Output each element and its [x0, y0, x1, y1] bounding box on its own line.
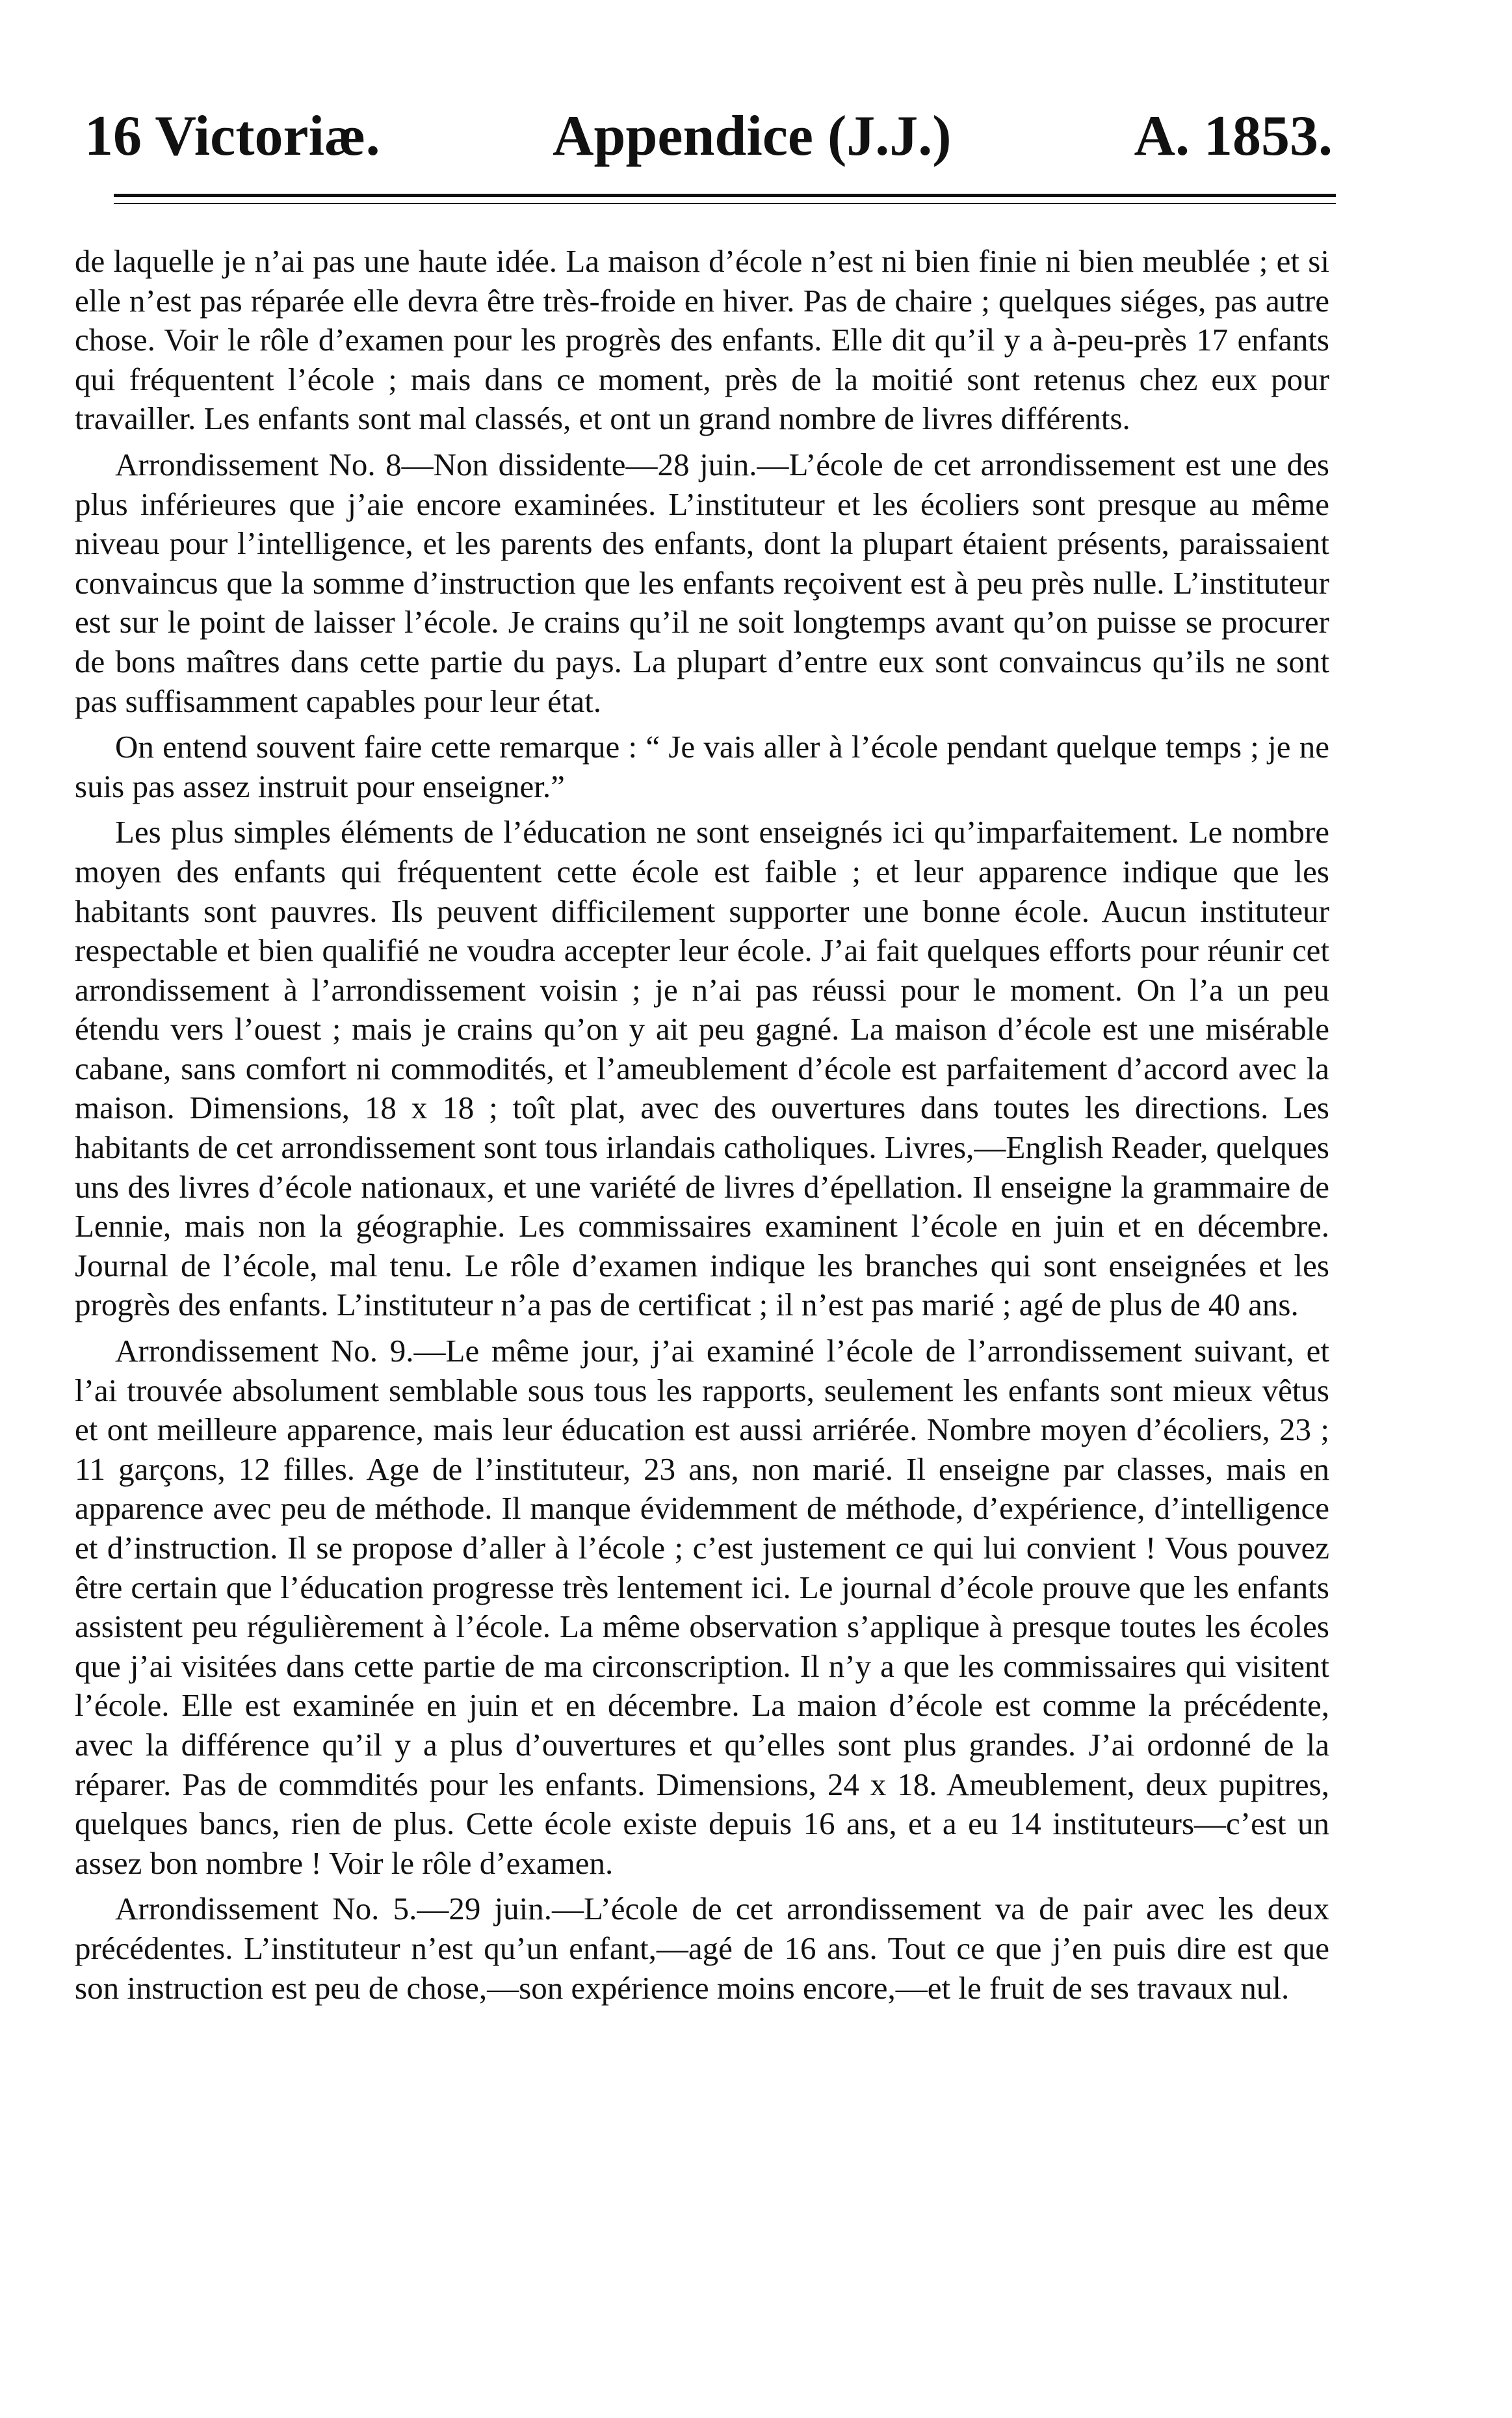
paragraph-education-elements: Les plus simples éléments de l’éducation ne sont enseignés ici qu’imparfaitement. Le nombre moyen des enfants qui fréquentent cette école est faible ; et leur apparence indique que les habitants sont pauvres. Ils peuvent difficilement supporter une bonne école. Aucun instituteur respectable et bien qualifié ne voudra accepter leur école. J’ai fait quelques efforts pour réunir cet arrondissement à l’arrondissement voisin ; je n’ai pas réussi pour le moment. On l’a un peu étendu vers l’ouest ; mais je crains qu’on y ait peu gagné. La maison d’école est une misérable cabane, sans comfort ni commodités, et l’ameublement d’école est parfaitement d’accord avec la maison. Dimensions, 18 x 18 ; toît plat, avec des ouvertures dans toutes les directions. Les habitants de cet arrondissement sont tous irlandais catholiques. Livres,—English Reader, quelques uns des livres d’école nationaux, et une variété de livres d’épellation. Il enseigne la grammaire de Lennie, mais non la géographie. Les commissaires examinent l’école en juin et en décembre. Journal de l’école, mal tenu. Le rôle d’examen indique les branches qui sont enseignées et les progrès des enfants. L’instituteur n’a pas de certificat ; il n’est pas marié ; agé de plus de 40 ans.: [75, 814, 1329, 1323]
paragraph-arrondissement-5: Arrondissement No. 5.—29 juin.—L’école de cet arrondissement va de pair avec les deux précédentes. L’instituteur n’est qu’un enfant,—agé de 16 ans. Tout ce que j’en puis dire est que son instruction est peu de chose,—son expérience moins encore,—et le fruit de ses travaux nul.: [75, 1891, 1329, 2006]
header-rule-thick: [114, 194, 1336, 197]
header-rule-thin: [114, 203, 1336, 204]
paragraph-arrondissement-9: Arrondissement No. 9.—Le même jour, j’ai examiné l’école de l’arrondissement suivant, et l’ai trouvée absolument semblable sous tous les rapports, seulement les enfants sont mieux vêtus et ont meilleure apparence, mais leur éducation est aussi arriérée. Nombre moyen d’écoliers, 23 ; 11 garçons, 12 filles. Age de l’instituteur, 23 ans, non marié. Il enseigne par classes, mais en apparence avec peu de méthode. Il manque évidemment de méthode, d’expérience, d’intelligence et d’instruction. Il se propose d’aller à l’école ; c’est justement ce qui lui convient ! Vous pouvez être certain que l’éducation progresse très lentement ici. Le journal d’école prouve que les enfants assistent peu régulièrement à l’école. La même observation s’applique à presque toutes les écoles que j’ai visitées dans cette partie de ma circonscription. Il n’y a que les commissaires qui visitent l’école. Elle est examinée en juin et en décembre. La maion d’école est comme la précédente, avec la différence qu’il y a plus d’ouvertures et qu’elles sont plus grandes. J’ai ordonné de la réparer. Pas de commdités pour les enfants. Dimensions, 24 x 18. Ameublement, deux pupitres, quelques bancs, rien de plus. Cette école existe depuis 16 ans, et a eu 14 instituteurs—c’est un assez bon nombre ! Voir le rôle d’examen.: [75, 1333, 1329, 1881]
running-header: [85, 98, 1333, 176]
header-appendix: Appendice (J.J.): [553, 105, 952, 168]
paragraph-remark: On entend souvent faire cette remarque : “ Je vais aller à l’école pendant quelque temps ; je ne suis pas assez instruit pour enseigner.”: [75, 729, 1329, 804]
paragraph-arrondissement-8: Arrondissement No. 8—Non dissidente—28 juin.—L’école de cet arrondissement est une des plus inférieures que j’aie encore examinées. L’instituteur et les écoliers sont presque au même niveau pour l’intelligence, et les parents des enfants, dont la plupart étaient présents, paraissaient convaincus que la somme d’instruction que les enfants reçoivent est à peu près nulle. L’instituteur est sur le point de laisser l’école. Je crains qu’il ne soit longtemps avant qu’on puisse se procurer de bons maîtres dans cette partie du pays. La plupart d’entre eux sont convaincus qu’ils ne sont pas suffisamment capables pour leur état.: [75, 446, 1329, 719]
body-text: [75, 242, 1329, 2014]
header-volume: 16 Victoriæ.: [85, 105, 380, 168]
paragraph-continued: de laquelle je n’ai pas une haute idée. La maison d’école n’est ni bien finie ni bien meublée ; et si elle n’est pas réparée elle devra être très-froide en hiver. Pas de chaire ; quelques siéges, pas autre chose. Voir le rôle d’examen pour les progrès des enfants. Elle dit qu’il y a à-peu-près 17 enfants qui fréquentent l’école ; mais dans ce moment, près de la moitié sont retenus chez eux pour travailler. Les enfants sont mal classés, et ont un grand nombre de livres différents.: [75, 243, 1329, 437]
header-year: A. 1853.: [1134, 105, 1333, 168]
